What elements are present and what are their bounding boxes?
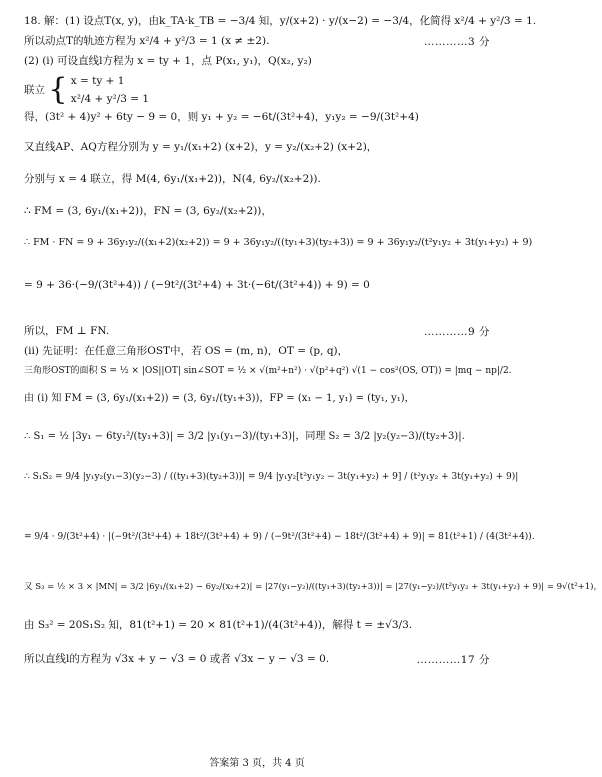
score-mark-3: …………3 分: [423, 36, 490, 48]
locus-equation: 所以动点T的轨迹方程为 x²/4 + y²/3 = 1 (x ≠ ±2).: [24, 35, 270, 47]
area-s1-s2: ∴ S₁ = ½ |3y₁ − 6ty₁²/(ty₁+3)| = 3/2 |y₁(y₁−3)/(ty₁+3)|，同理 S₂ = 3/2 |y₂(y₂−3)/(ty₂+3)|.: [24, 431, 465, 442]
triangle-area-formula: 三角形OST的面积 S = ½ × |OS||OT| sin∠SOT = ½ × √(m²+n²) · √(p²+q²) √(1 − cos²(OS, OT)) = |mq − np|/2.: [24, 366, 512, 376]
dot-product-expansion: ∴ FM · FN = 9 + 36y₁y₂/((x₁+2)(x₂+2)) = 9 + 36y₁y₂/((ty₁+3)(ty₂+3)) = 9 + 36y₁y₂/(t²y₁y₂ + 3t(y₁+y₂) + 9): [24, 237, 533, 248]
area-s3: 又 S₃ = ½ × 3 × |MN| = 3/2 |6y₁/(x₁+2) − 6y₂/(x₂+2)| = |27(y₁−y₂)/((ty₁+3)(ty₂+3))| = |27(y₁−y₂)/(t²y₁y₂ + 3t(y₁+y₂) + 9)| = 9√(t²+1)，: [24, 582, 602, 592]
solution-line-5: 又直线AP、AQ方程分别为 y = y₁/(x₁+2) (x+2)，y = y₂/(x₂+2) (x+2)，: [24, 141, 378, 153]
solution-line-15: [24, 470, 519, 484]
solution-line-18: [24, 618, 492, 632]
solution-line-8: [24, 236, 533, 250]
score-mark-9: …………9 分: [423, 326, 490, 338]
equation-system: x = ty + 1 x²/4 + y²/3 = 1: [70, 75, 150, 105]
solve-t: 由 S₃² = 20S₁S₂ 知，81(t²+1) = 20 × 81(t²+1)/(4(3t²+4))，解得 t = ±√3/3.: [24, 619, 413, 631]
final-answer: 所以直线l的方程为 √3x + y − √3 = 0 或者 √3x − y − √3 = 0.: [24, 653, 330, 665]
system-brace: {: [48, 72, 68, 107]
solution-line-16: [24, 530, 535, 544]
product-s1s2: ∴ S₁S₂ = 9/4 |y₁y₂(y₁−3)(y₂−3) / ((ty₁+3)(ty₂+3))| = 9/4 |y₁y₂[t²y₁y₂ − 3t(y₁+y₂) + 9] / (t²y₁y₂ + 3t(y₁+y₂) + 9)|: [24, 472, 519, 482]
solution-line-11: (ii) 先证明：在任意三角形OST中，若 OS = (m, n)，OT = (p, q)，: [24, 345, 349, 357]
solution-line-9: [24, 278, 492, 292]
solution-line-7: ∴ FM = (3, 6y₁/(x₁+2))，FN = (3, 6y₂/(x₂+2))，: [24, 205, 272, 217]
solution-line-14: [24, 430, 492, 444]
part1-derivation: 解：(1) 设点T(x, y)，由k_TA·k_TB = −3/4 知，y/(x+2) · y/(x−2) = −3/4，化简得 x²/4 + y²/3 = 1.: [44, 15, 537, 27]
solution-line-12: [24, 364, 512, 378]
solution-line-4b: [24, 110, 492, 124]
page-footer: 答案第 3 页，共 4 页: [209, 758, 305, 769]
solution-line-3: [24, 54, 492, 68]
solution-line-1: [24, 14, 537, 28]
solution-line-2: [24, 34, 492, 48]
problem-number: 18.: [24, 15, 41, 27]
solution-line-6: 分别与 x = 4 联立，得 M(4, 6y₁/(x₁+2))，N(4, 6y₂/(x₂+2)).: [24, 173, 321, 185]
dot-product-zero: = 9 + 36·(−9/(3t²+4)) / (−9t²/(3t²+4) + 3t·(−6t/(3t²+4)) + 9) = 0: [24, 279, 370, 291]
score-mark-17: …………17 分: [416, 654, 490, 666]
solution-line-13: 由 (i) 知 FM = (3, 6y₁/(x₁+2)) = (3, 6y₁/(ty₁+3))，FP = (x₁ − 1, y₁) = (ty₁, y₁)，: [24, 393, 415, 404]
product-simplified: = 9/4 · 9/(3t²+4) · |(−9t²/(3t²+4) + 18t²/(3t²+4) + 9) / (−9t²/(3t²+4) − 18t²/(3t²+4) + 9)| = 81(t²+1) / (4(3t²+4)).: [24, 532, 535, 542]
solution-line-10: [24, 324, 492, 338]
solution-line-17: [24, 580, 602, 594]
quadratic-result: 得，(3t² + 4)y² + 6ty − 9 = 0，则 y₁ + y₂ = −6t/(3t²+4)，y₁y₂ = −9/(3t²+4): [24, 111, 419, 123]
perpendicular-conclusion: 所以，FM ⊥ FN.: [24, 325, 110, 337]
solution-line-4: 联立 { x = ty + 1 x²/4 + y²/3 = 1: [24, 72, 150, 107]
part2-setup: (2) (i) 可设直线l方程为 x = ty + 1，点 P(x₁, y₁)，Q(x₂, y₂): [24, 55, 312, 67]
